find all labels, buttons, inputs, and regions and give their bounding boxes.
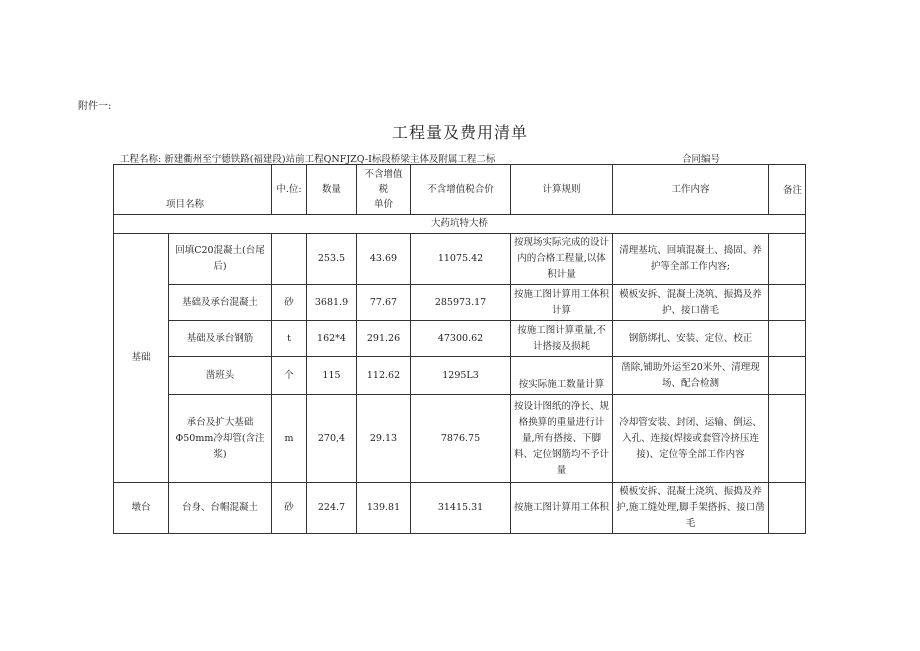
item-name: 承台及扩大基础Φ50mm冷却管(含注浆) [169, 395, 272, 483]
unit-cell: m [272, 395, 307, 483]
attachment-label: 附件一: [78, 101, 112, 112]
item-name: 凿班头 [169, 357, 272, 395]
quantity-cell: 224.7 [307, 483, 357, 534]
unit-price-cell: 112.62 [357, 357, 411, 395]
remark-cell [769, 285, 806, 321]
total-cell: 47300.62 [411, 321, 511, 357]
calc-rule-cell: 按实际施工数量计算 [511, 357, 613, 395]
header-unit-price-line2: 单价 [373, 199, 393, 210]
total-cell: 285973.17 [411, 285, 511, 321]
header-quantity: 数量 [307, 165, 357, 215]
item-name: 回填C20混凝土(台尾后) [169, 234, 272, 285]
calc-rule-cell: 按设计图纸的净长、规格换算的重量进行计量,所有搭接、下脚料、定位钢筋均不予计量 [511, 395, 613, 483]
work-content-cell: 冷却管安装、封闭、运输、倒运、入孔、连接(焊接或套管冷挤压连接)、定位等全部工作内容 [613, 395, 769, 483]
work-content-cell: 钢筋绑扎、安装、定位、校正 [613, 321, 769, 357]
total-cell: 7876.75 [411, 395, 511, 483]
calc-rule-cell: 按施工图计算用工体积 [511, 483, 613, 534]
unit-cell: 砂 [272, 285, 307, 321]
remark-cell [769, 395, 806, 483]
table-row [114, 321, 806, 357]
total-cell: 11075.42 [411, 234, 511, 285]
unit-cell: t [272, 321, 307, 357]
item-name: 台身、台帽混凝土 [169, 483, 272, 534]
header-unit: 中.位: [272, 165, 307, 215]
header-unit-price [357, 165, 411, 215]
quantity-cell: 270,4 [307, 395, 357, 483]
unit-cell: 砂 [272, 483, 307, 534]
page-title: 工程量及费用清单 [391, 123, 528, 142]
unit-cell: 个 [272, 357, 307, 395]
group-name-foundation: 基础 [114, 234, 169, 483]
table-row [114, 357, 806, 395]
calc-rule-cell: 按现场实际完成的设计内的合格工程量,以体积计量 [511, 234, 613, 285]
remark-cell [769, 357, 806, 395]
header-total: 不含增值税合价 [411, 165, 511, 215]
quantity-cell: 3681.9 [307, 285, 357, 321]
quantity-cell: 162*4 [307, 321, 357, 357]
remark-cell [769, 483, 806, 534]
item-name: 基础及承台钢筋 [169, 321, 272, 357]
unit-price-cell: 29.13 [357, 395, 411, 483]
remark-cell [769, 321, 806, 357]
header-remark: 备注 [769, 165, 806, 215]
work-content-cell: 清理基坑、回填混凝土、捣固、养护等全部工作内容; [613, 234, 769, 285]
work-content-cell: 模板安拆、混凝土浇筑、振搗及养护、接口凿毛 [613, 285, 769, 321]
total-cell: 1295L3 [411, 357, 511, 395]
calc-rule-cell: 按施工图计算用工体积计算 [511, 285, 613, 321]
remark-cell [769, 234, 806, 285]
bridge-row [114, 215, 806, 234]
project-name: 工程名称: 新建衢州至宁德铁路(福建段)站前工程QNFJZQ-I标段桥梁主体及附属工程二标 [120, 154, 496, 165]
table-row [114, 483, 806, 534]
unit-price-cell: 77.67 [357, 285, 411, 321]
header-work-content: 工作内容 [613, 165, 769, 215]
table-header-row [114, 165, 806, 215]
table-row [114, 234, 806, 285]
header-unit-price-line1: 不含增值税 [364, 169, 403, 195]
header-calc-rule: 计算规则 [511, 165, 613, 215]
table-row [114, 285, 806, 321]
quantity-cell: 115 [307, 357, 357, 395]
calc-rule-cell: 按施工图计算重量,不计搭接及损耗 [511, 321, 613, 357]
group-name-pier: 墩台 [114, 483, 169, 534]
work-content-cell: 凿除,铺助外运至20米外、清理现场、配合检测 [613, 357, 769, 395]
quantity-cell: 253.5 [307, 234, 357, 285]
unit-cell [272, 234, 307, 285]
bridge-name: 大药坑特大桥 [114, 215, 806, 234]
contract-number-label: 合同编号 [682, 154, 721, 165]
work-content-cell: 模板安拆、混凝土浇筑、振搗及养护,施工缝处理,脚手架搭拆、接口凿毛 [613, 483, 769, 534]
total-cell: 31415.31 [411, 483, 511, 534]
unit-price-cell: 139.81 [357, 483, 411, 534]
table-row [114, 395, 806, 483]
item-name: 基础及承台混凝土 [169, 285, 272, 321]
header-item-name: 项目名称 [114, 165, 272, 215]
unit-price-cell: 291.26 [357, 321, 411, 357]
quantity-cost-table [113, 164, 806, 534]
unit-price-cell: 43.69 [357, 234, 411, 285]
